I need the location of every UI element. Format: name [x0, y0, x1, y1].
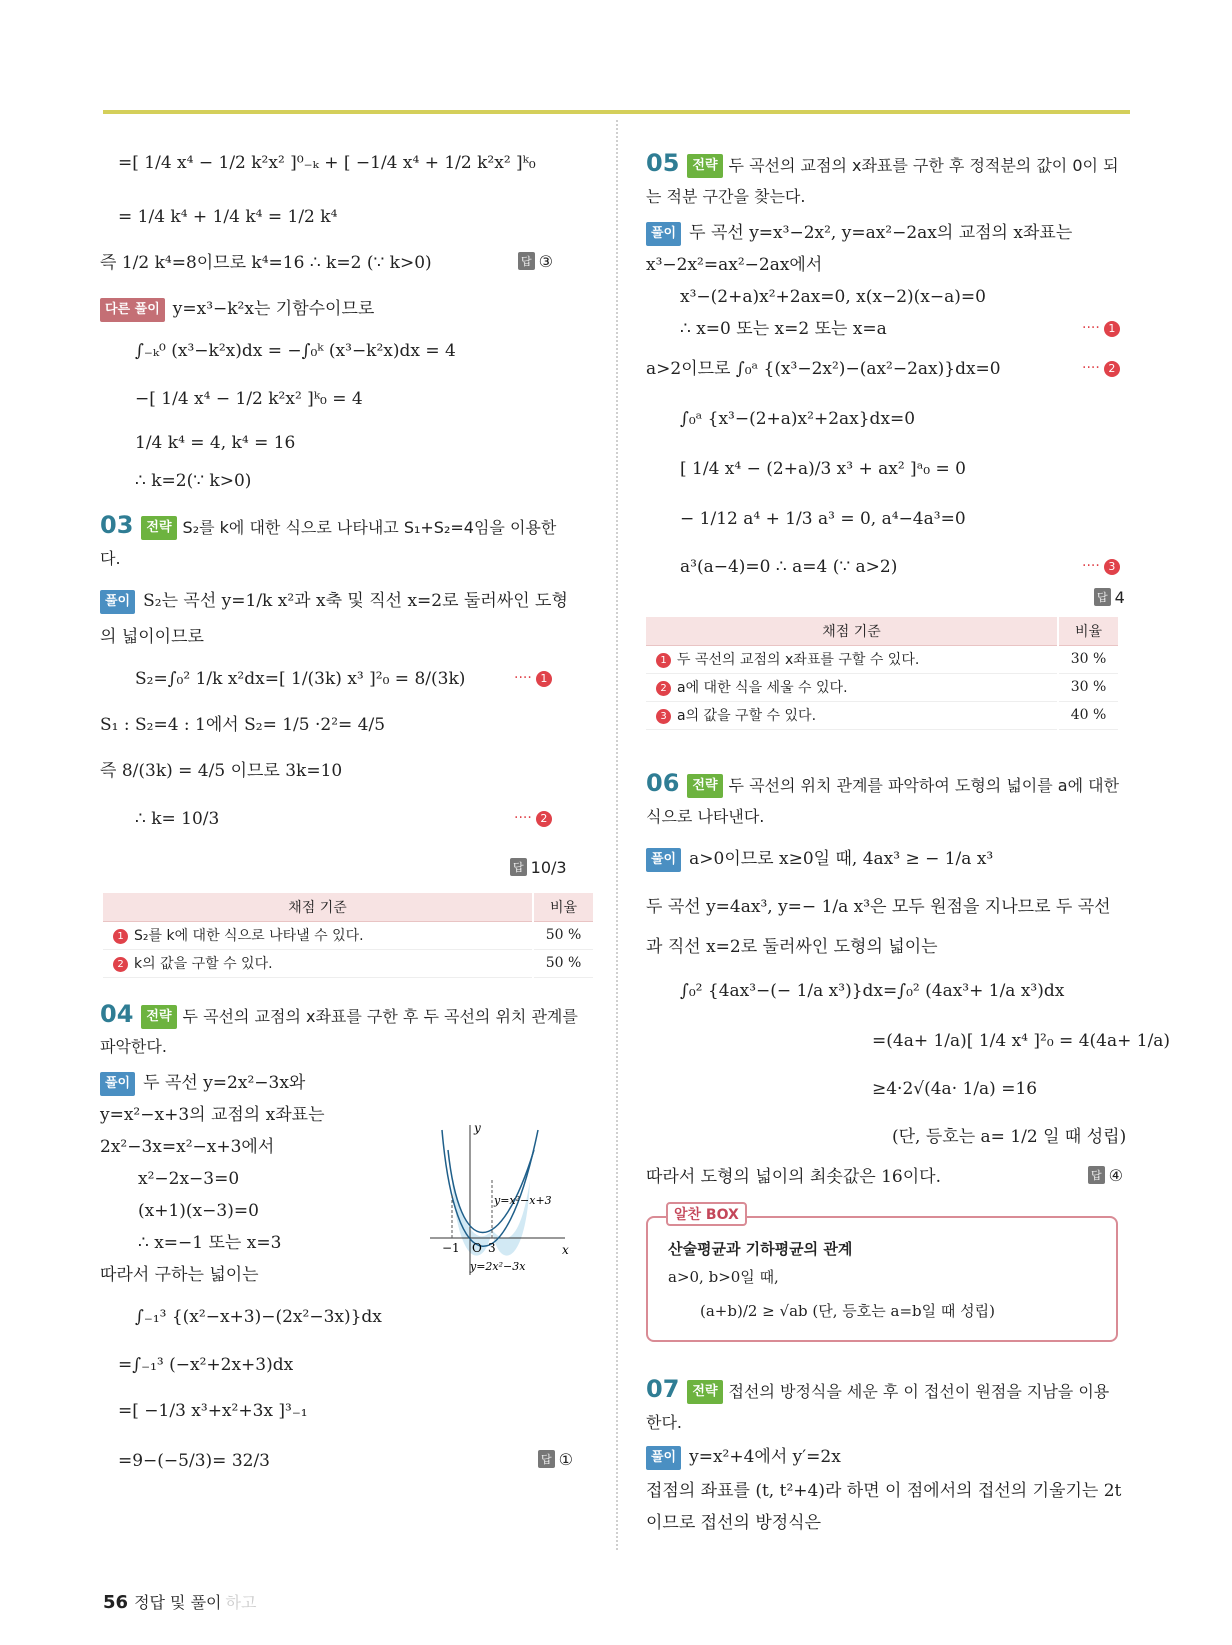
- curve-label: y=x²−x+3: [494, 1194, 552, 1207]
- strategy-tag: 전략: [687, 154, 722, 178]
- answer: [1088, 1166, 1123, 1185]
- solution-line: [646, 222, 1072, 246]
- mark-circle: 2: [536, 811, 552, 827]
- scoring-table-03: [103, 893, 593, 978]
- mark-dots: ····: [1082, 320, 1100, 336]
- eq-line: ∫₋ₖ⁰ (x³−k²x)dx = −∫₀ᵏ (x³−k²x)dx = 4: [135, 341, 456, 361]
- answer-label: 답: [518, 252, 535, 270]
- answer: [538, 1450, 573, 1469]
- eq-line: 접점의 좌표를 (t, t²+4)라 하면 이 점에서의 접선의 기울기는 2t: [646, 1481, 1122, 1501]
- mark-dots: ····: [514, 670, 532, 686]
- mark-circle: 3: [1104, 559, 1120, 575]
- strategy-text-cont: 한다.: [646, 1413, 682, 1432]
- table-row: [646, 701, 1118, 729]
- answer-value: ①: [558, 1450, 573, 1469]
- alt-text: y=x³−k²x는 기함수이므로: [172, 299, 375, 319]
- eq-line: [ 1/4 x⁴ − (2+a)/3 x³ + ax² ]ᵃ₀ = 0: [680, 459, 966, 479]
- sol-text: 두 곡선 y=2x²−3x와: [143, 1073, 306, 1093]
- criterion-ratio: 40 %: [1058, 701, 1118, 729]
- mark-circle: 2: [1104, 361, 1120, 377]
- eq-line: S₁ : S₂=4 : 1에서 S₂= 1/5 ·2²= 4/5: [100, 715, 386, 735]
- top-rule: [103, 110, 1130, 114]
- score-mark: [514, 810, 552, 827]
- tip-box-line: a>0, b>0일 때,: [668, 1268, 779, 1286]
- problem-number: 07: [646, 1375, 680, 1403]
- table-row: [646, 645, 1118, 673]
- criterion-number: 3: [656, 709, 671, 724]
- alt-solution-line: [100, 298, 374, 322]
- solution-tag: 풀이: [646, 848, 681, 872]
- problem-number: 05: [646, 149, 680, 177]
- criterion-text: 두 곡선의 교점의 x좌표를 구할 수 있다.: [677, 652, 920, 668]
- eq-line: y=x²−x+3의 교점의 x좌표는: [100, 1105, 325, 1125]
- eq-line: ∴ k=2(∵ k>0): [135, 471, 252, 491]
- mark-circle: 1: [536, 671, 552, 687]
- score-mark: [1082, 558, 1120, 575]
- eq-line: 과 직선 x=2로 둘러싸인 도형의 넓이는: [646, 937, 938, 957]
- strategy-tag: 전략: [141, 516, 176, 540]
- table-row: [103, 949, 593, 977]
- answer-label: 답: [538, 1450, 555, 1468]
- strategy-text: 두 곡선의 교점의 x좌표를 구한 후 정적분의 값이 0이 되: [728, 156, 1119, 175]
- problem-03-header: [100, 511, 557, 540]
- strategy-text: 두 곡선의 교점의 x좌표를 구한 후 두 곡선의 위치 관계를: [182, 1007, 578, 1026]
- eq-line: 의 넓이이므로: [100, 627, 204, 647]
- criterion-text: k의 값을 구할 수 있다.: [134, 956, 273, 972]
- score-mark: [1082, 360, 1120, 377]
- eq-line: 2x²−3x=x²−x+3에서: [100, 1137, 275, 1157]
- tip-box-label: 알찬 BOX: [666, 1202, 747, 1226]
- table-row: [103, 921, 593, 949]
- strategy-text-cont: 파악한다.: [100, 1037, 167, 1056]
- footer-watermark: 하고: [225, 1593, 257, 1612]
- scoring-table-05: [646, 617, 1118, 730]
- eq-line: −[ 1/4 x⁴ − 1/2 k²x² ]ᵏ₀ = 4: [135, 389, 363, 409]
- criterion-ratio: 50 %: [533, 921, 593, 949]
- criterion-number: 1: [656, 653, 671, 668]
- answer-value: 10/3: [530, 858, 567, 877]
- answer: [1094, 588, 1125, 607]
- criterion-ratio: 30 %: [1058, 673, 1118, 701]
- eq-line: S₂=∫₀² 1/k x²dx=[ 1/(3k) x³ ]²₀ = 8/(3k): [135, 669, 466, 689]
- answer-value: ④: [1108, 1166, 1123, 1185]
- problem-number: 04: [100, 1000, 134, 1028]
- problem-07-header: [646, 1375, 1110, 1404]
- eq-line: 즉 8/(3k) = 4/5 이므로 3k=10: [100, 761, 343, 781]
- eq-line: ∴ x=0 또는 x=2 또는 x=a: [680, 319, 887, 339]
- table-header: 채점 기준: [103, 893, 533, 921]
- score-mark: [514, 670, 552, 687]
- strategy-tag: 전략: [687, 774, 722, 798]
- eq-line: ∴ x=−1 또는 x=3: [138, 1233, 282, 1253]
- criterion-number: 1: [113, 929, 128, 944]
- answer: [518, 252, 553, 271]
- page-number: 56: [103, 1592, 129, 1613]
- origin-label: O: [472, 1241, 482, 1255]
- parabola-graph: [430, 1120, 590, 1280]
- score-mark: [1082, 320, 1120, 337]
- eq-line: 1/4 k⁴ = 4, k⁴ = 16: [135, 433, 296, 453]
- solution-tag: 풀이: [646, 1446, 681, 1470]
- strategy-text: S₂를 k에 대한 식으로 나타내고 S₁+S₂=4임을 이용한: [182, 518, 557, 537]
- solution-tag: 풀이: [100, 590, 135, 614]
- sol-text: S₂는 곡선 y=1/k x²과 x축 및 직선 x=2로 둘러싸인 도형: [143, 591, 568, 611]
- eq-line: (x+1)(x−3)=0: [138, 1201, 259, 1221]
- x-label: x: [562, 1243, 569, 1257]
- solution-line: [100, 1072, 305, 1096]
- eq-line: ∴ k= 10/3: [135, 809, 220, 829]
- eq-line: 따라서 도형의 넓이의 최솟값은 16이다.: [646, 1167, 941, 1187]
- eq-line: 두 곡선 y=4ax³, y=− 1/a x³은 모두 원점을 지나므로 두 곡선: [646, 897, 1111, 917]
- problem-number: 03: [100, 511, 134, 539]
- solution-line: [646, 848, 993, 872]
- eq-line: =9−(−5/3)= 32/3: [118, 1451, 270, 1471]
- tick-label: −1: [442, 1241, 460, 1255]
- mark-dots: ····: [1082, 558, 1100, 574]
- answer: [510, 858, 567, 877]
- eq-line: x³−2x²=ax²−2ax에서: [646, 255, 823, 275]
- solution-line: [100, 590, 568, 614]
- table-header: 비율: [1058, 617, 1118, 645]
- strategy-text-cont: 다.: [100, 549, 121, 568]
- eq-line: =[ −1/3 x³+x²+3x ]³₋₁: [118, 1401, 308, 1421]
- column-divider: [616, 120, 618, 1550]
- criterion-ratio: 50 %: [533, 949, 593, 977]
- eq-line: a³(a−4)=0 ∴ a=4 (∵ a>2): [680, 557, 898, 577]
- alt-solution-tag: 다른 풀이: [100, 298, 165, 322]
- footer-title: 정답 및 풀이: [134, 1593, 222, 1612]
- problem-04-header: [100, 1000, 578, 1029]
- table-row: [646, 673, 1118, 701]
- tick-label: 3: [488, 1241, 496, 1255]
- strategy-text: 접선의 방정식을 세운 후 이 접선이 원점을 지남을 이용: [728, 1382, 1110, 1401]
- sol-text: a>0이므로 x≥0일 때, 4ax³ ≥ − 1/a x³: [689, 849, 994, 869]
- eq-line: ∫₀ᵃ {x³−(2+a)x²+2ax}dx=0: [680, 409, 916, 429]
- eq-line: 이므로 접선의 방정식은: [646, 1513, 822, 1533]
- eq-line: ≥4·2√(4a· 1/a) =16: [872, 1079, 1038, 1099]
- sol-text: 두 곡선 y=x³−2x², y=ax²−2ax의 교점의 x좌표는: [689, 223, 1073, 243]
- eq-line: = 1/4 k⁴ + 1/4 k⁴ = 1/2 k⁴: [118, 207, 338, 227]
- solution-tag: 풀이: [646, 222, 681, 246]
- criterion-text: a에 대한 식을 세울 수 있다.: [677, 680, 848, 696]
- curve-label: y=2x²−3x: [470, 1260, 526, 1273]
- table-header: 채점 기준: [646, 617, 1058, 645]
- criterion-ratio: 30 %: [1058, 645, 1118, 673]
- solution-tag: 풀이: [100, 1072, 135, 1096]
- answer-label: 답: [1094, 588, 1111, 606]
- strategy-text-cont: 는 적분 구간을 찾는다.: [646, 187, 806, 206]
- problem-number: 06: [646, 769, 680, 797]
- tip-box-title: 산술평균과 기하평균의 관계: [668, 1240, 853, 1258]
- table-header: 비율: [533, 893, 593, 921]
- problem-06-header: [646, 769, 1120, 798]
- problem-05-header: [646, 149, 1119, 178]
- answer-value: ③: [538, 252, 553, 271]
- eq-line: − 1/12 a⁴ + 1/3 a³ = 0, a⁴−4a³=0: [680, 509, 966, 529]
- answer-value: 4: [1114, 588, 1125, 607]
- eq-line: a>2이므로 ∫₀ᵃ {(x³−2x²)−(ax²−2ax)}dx=0: [646, 359, 1001, 379]
- solution-line: [646, 1446, 841, 1470]
- answer-label: 답: [510, 858, 527, 876]
- strategy-tag: 전략: [141, 1005, 176, 1029]
- eq-line: =(4a+ 1/a)[ 1/4 x⁴ ]²₀ = 4(4a+ 1/a): [872, 1031, 1171, 1051]
- eq-line: 즉 1/2 k⁴=8이므로 k⁴=16 ∴ k=2 (∵ k>0): [100, 253, 432, 273]
- sol-text: y=x²+4에서 y′=2x: [689, 1447, 841, 1467]
- strategy-text-cont: 식으로 나타낸다.: [646, 807, 765, 826]
- criterion-number: 2: [113, 957, 128, 972]
- criterion-number: 2: [656, 681, 671, 696]
- y-label: y: [474, 1121, 481, 1135]
- eq-line: x²−2x−3=0: [138, 1169, 240, 1189]
- eq-line: =[ 1/4 x⁴ − 1/2 k²x² ]⁰₋ₖ + [ −1/4 x⁴ + 1/2 k²x² ]ᵏ₀: [118, 153, 536, 173]
- eq-line: 따라서 구하는 넓이는: [100, 1265, 259, 1285]
- eq-line: x³−(2+a)x²+2ax=0, x(x−2)(x−a)=0: [680, 287, 986, 307]
- answer-label: 답: [1088, 1166, 1105, 1184]
- mark-circle: 1: [1104, 321, 1120, 337]
- mark-dots: ····: [1082, 360, 1100, 376]
- eq-line: =∫₋₁³ (−x²+2x+3)dx: [118, 1355, 294, 1375]
- criterion-text: S₂를 k에 대한 식으로 나타낼 수 있다.: [134, 928, 364, 944]
- eq-line: ∫₋₁³ {(x²−x+3)−(2x²−3x)}dx: [135, 1307, 382, 1327]
- strategy-text: 두 곡선의 위치 관계를 파악하여 도형의 넓이를 a에 대한: [728, 776, 1120, 795]
- eq-line: (단, 등호는 a= 1/2 일 때 성립): [892, 1127, 1127, 1147]
- strategy-tag: 전략: [687, 1380, 722, 1404]
- eq-line: ∫₀² {4ax³−(− 1/a x³)}dx=∫₀² (4ax³+ 1/a x³)dx: [680, 981, 1065, 1001]
- mark-dots: ····: [514, 810, 532, 826]
- page-footer: [103, 1590, 256, 1613]
- tip-box-line: (a+b)/2 ≥ √ab (단, 등호는 a=b일 때 성립): [700, 1302, 995, 1320]
- criterion-text: a의 값을 구할 수 있다.: [677, 708, 817, 724]
